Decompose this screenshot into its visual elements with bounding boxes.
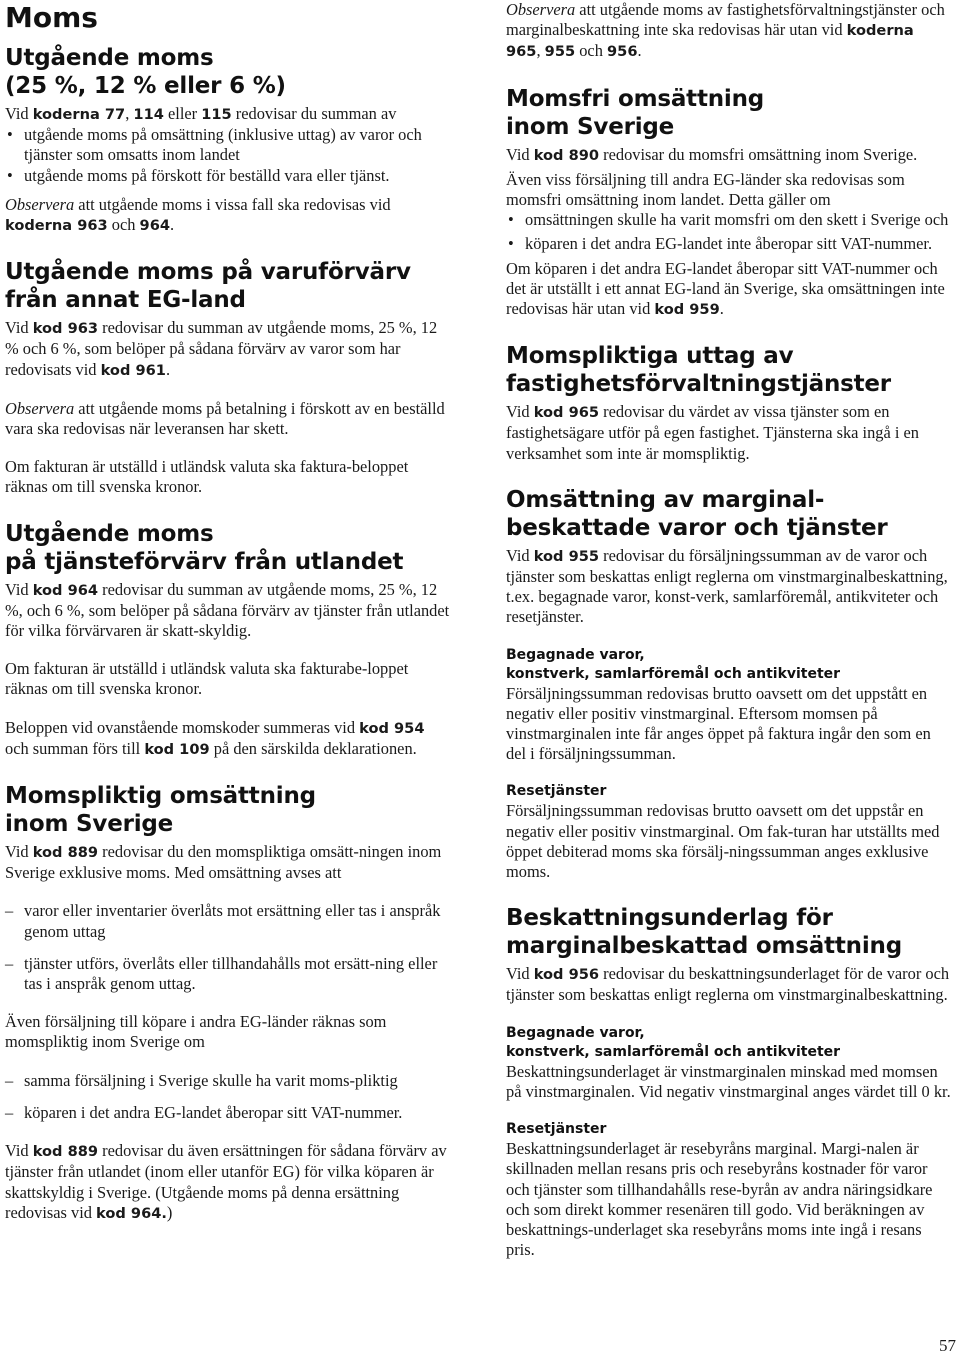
list-item: – köparen i det andra EG-landet åberopar sitt VAT-nummer. <box>5 1103 452 1123</box>
paragraph: Försäljningssumman redovisas brutto oavsett om det uppstår en negativ eller positiv vinstmarginal. Om fak-turan har utställts med öppet debiterad moms ska försälj-ningssumman anges exklusive moms. <box>506 801 940 882</box>
heading-utgaende-moms: Utgående moms (25 %, 12 % eller 6 %) <box>5 45 286 99</box>
page-number: 57 <box>939 1336 956 1355</box>
paragraph: Även viss försäljning till andra EG-länder ska redovisas som momsfri omsättning inom landet. Detta gäller om <box>506 169 905 210</box>
code-reference: 114 <box>133 106 164 123</box>
code-reference: 964 <box>139 217 171 235</box>
paragraph: Vid kod 956 redovisar du beskattningsunderlaget för de varor och tjänster som beskattas enligt reglerna om vinstmarginalbeskattning. <box>506 964 950 1005</box>
paragraph: Vid kod 889 redovisar du även ersättningen för sådana förvärv av tjänster från utlandet (inom eller utanför EG) för vilka köparen är skattskyldig i Sverige. (Utgående moms på denna ersättning redovisas vid kod 964.) <box>5 1141 447 1222</box>
code-reference: 955 <box>544 43 576 61</box>
left-column <box>5 0 452 1224</box>
paragraph: Om fakturan är utställd i utländsk valuta ska faktura-beloppet räknas om till svenska kronor. <box>5 457 409 497</box>
code-reference: kod 889 <box>32 1143 99 1161</box>
heading-momsfri-omsattning: Momsfri omsättning inom Sverige <box>506 85 765 140</box>
code-reference: kod 963 <box>32 320 99 338</box>
code-reference: kod 956 <box>533 966 600 984</box>
paragraph: Beskattningsunderlaget är resebyråns marginal. Margi-nalen är skillnaden mellan resans pris och resebyråns kostnader för varor och tjänster som tillhandahålls rese-byrån av andra näringsidkare och som direkt kommer resenären till godo. Vid beräkningen av beskattnings-underlaget ska resebyråns moms inte ingå i resans pris. <box>506 1139 933 1260</box>
heading-tjansteforvarv: Utgående moms på tjänsteförvärv från utlandet <box>5 520 404 575</box>
bullet-list <box>5 125 452 186</box>
paragraph-observe: Observera att utgående moms i vissa fall ska redovisas vid koderna 963 och 964. <box>5 194 391 235</box>
emphasis: Observera <box>5 398 75 418</box>
paragraph: Vid kod 963 redovisar du summan av utgående moms, 25 %, 12 % och 6 %, som belöper på sådana förvärv av varor som har redovisats vid kod 961. <box>5 318 438 379</box>
code-reference: kod 961 <box>100 361 166 379</box>
paragraph: Försäljningssumman redovisas brutto oavsett om det uppstått en negativ eller positiv vinstmarginal. Eftersom momsen på vinstmarginalen inte får anges öppet på faktura ingår den som en del i försäljningssumman. <box>506 683 931 764</box>
subheading-begagnade-varor: Begagnade varor, konstverk, samlarföremål och antikviteter <box>506 1024 841 1060</box>
list-item: • omsättningen skulle ha varit momsfri om den skett i Sverige och <box>506 210 953 230</box>
heading-beskattningsunderlag: Beskattningsunderlag för marginalbeskattad omsättning <box>506 905 902 960</box>
subheading-resetjanster: Resetjänster <box>506 783 607 800</box>
page-title: Moms <box>5 1 98 34</box>
code-reference: kod 959 <box>654 301 720 319</box>
code-reference: 115 <box>201 106 232 123</box>
heading-momspliktig-omsattning: Momspliktig omsättning inom Sverige <box>5 783 316 838</box>
code-reference: kod 954 <box>359 719 425 737</box>
code-reference: koderna 963 <box>5 217 108 235</box>
dash-list <box>5 1071 452 1123</box>
code-reference: kod 964 <box>32 581 99 599</box>
right-column <box>506 0 953 1260</box>
emphasis: Observera <box>5 194 75 214</box>
paragraph: Beloppen vid ovanstående momskoder summeras vid kod 954 och summan förs till kod 109 på den särskilda deklarationen. <box>5 717 425 758</box>
code-reference: koderna 77 <box>32 106 126 123</box>
list-item: • utgående moms på omsättning (inklusive uttag) av varor och tjänster som omsatts inom landet <box>5 125 452 165</box>
code-reference: kod 890 <box>533 146 600 164</box>
paragraph: Om köparen i det andra EG-landet åberopar sitt VAT-nummer och det är utställt i ett annat EG-land än Sverige, ska omsättningen inte redovisas här utan vid kod 959. <box>506 258 945 319</box>
paragraph: Vid kod 889 redovisar du den momspliktiga omsätt-ningen inom Sverige exklusive moms. Med omsättning avses att <box>5 842 442 883</box>
paragraph: Vid koderna 77, 114 eller 115 redovisar du summan av <box>5 104 397 123</box>
code-reference: kod 964. <box>96 1204 167 1222</box>
paragraph: Även försäljning till köpare i andra EG-länder räknas som momspliktig inom Sverige om <box>5 1012 387 1052</box>
heading-momspliktiga-uttag: Momspliktiga uttag av fastighetsförvaltningstjänster <box>506 343 891 398</box>
heading-marginalbeskattade: Omsättning av marginal-beskattade varor och tjänster <box>506 486 888 541</box>
heading-varuforvarv: Utgående moms på varuförvärv från annat EG-land <box>5 259 411 314</box>
paragraph: Vid kod 955 redovisar du försäljningssumman av de varor och tjänster som beskattas enligt reglerna om vinstmarginalbeskattning, t.ex. begagnade varor, konst-verk, samlarföremål, antikviteter och resetjänster. <box>506 545 948 627</box>
paragraph: Vid kod 964 redovisar du summan av utgående moms, 25 %, 12 %, och 6 %, som belöper på sådana förvärv av tjänster från utlandet för vilka förvärvaren är skatt-skyldig. <box>5 579 450 641</box>
dash-list <box>5 901 452 994</box>
list-item: • utgående moms på förskott för beställd vara eller tjänst. <box>5 166 452 186</box>
paragraph-observe: Observera att utgående moms på betalning i förskott av en beställd vara ska redovisas när leveransen har skett. <box>5 398 445 439</box>
code-reference: kod 955 <box>533 547 600 565</box>
code-reference: 956 <box>607 43 638 61</box>
code-reference: kod 965 <box>533 404 600 422</box>
list-item: • köparen i det andra EG-landet inte åberopar sitt VAT-nummer. <box>506 234 953 254</box>
bullet-list <box>506 210 953 254</box>
paragraph: Vid kod 890 redovisar du momsfri omsättning inom Sverige. <box>506 144 918 164</box>
subheading-begagnade-varor: Begagnade varor, konstverk, samlarföremål och antikviteter <box>506 646 841 682</box>
code-reference: koderna 965 <box>506 22 914 61</box>
paragraph-observe: Observera att utgående moms av fastighetsförvaltningstjänster och marginalbeskattning inte ska redovisas här utan vid koderna 965, 955 och 956. <box>506 0 945 61</box>
paragraph: Vid kod 965 redovisar du värdet av vissa tjänster som en fastighetsägare utför på egen fastighet. Tjänsterna ska ingå i en verksamhet som inte är momspliktig. <box>506 402 919 463</box>
subheading-resetjanster: Resetjänster <box>506 1121 607 1138</box>
paragraph: Om fakturan är utställd i utländsk valuta ska fakturabe-loppet räknas om till svenska kronor. <box>5 659 409 699</box>
code-reference: kod 889 <box>32 844 99 862</box>
emphasis: Observera <box>506 0 576 19</box>
list-item: – tjänster utförs, överlåts eller tillhandahålls mot ersätt-ning eller tas i anspråk genom uttag. <box>5 954 452 994</box>
code-reference: kod 109 <box>144 740 210 758</box>
list-item: – varor eller inventarier överlåts mot ersättning eller tas i anspråk genom uttag <box>5 901 452 941</box>
list-item: – samma försäljning i Sverige skulle ha varit moms-pliktig <box>5 1071 452 1091</box>
paragraph: Beskattningsunderlaget är vinstmarginalen minskad med momsen på vinstmarginalen. Vid negativ vinstmarginal anges värdet till 0 kr. <box>506 1061 951 1101</box>
